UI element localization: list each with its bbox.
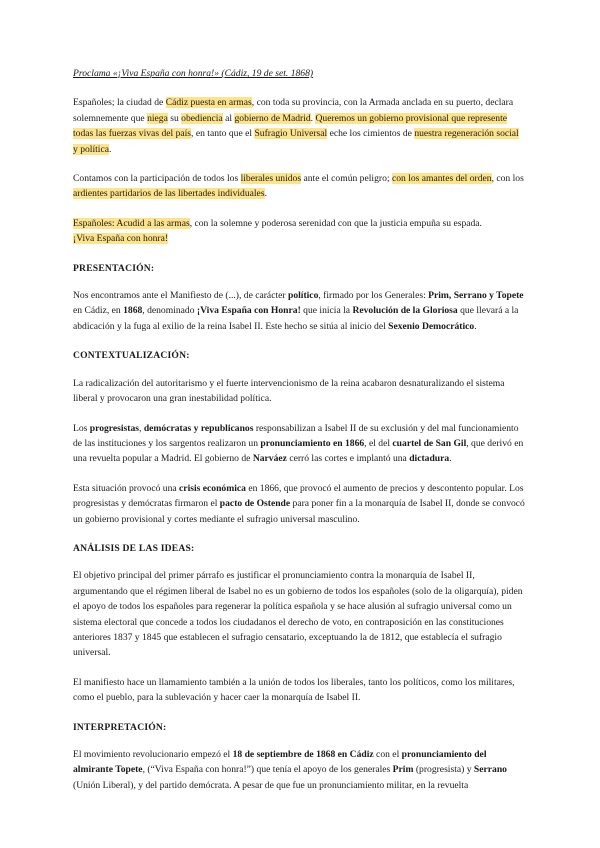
text-run: para poner fin a la monarquía de Isabel II, donde se convocó un gobierno provisional y cortes mediante el sufragio universal masculino. xyxy=(73,498,525,525)
proclama-paragraph-3 xyxy=(73,216,525,247)
proclama-paragraph-1 xyxy=(73,95,525,157)
text-run: , (“Viva España con honra!”) que tenía el apoyo de los generales xyxy=(142,764,393,776)
text-run: con el xyxy=(373,749,402,760)
text-run: Contamos con la participación de todos los xyxy=(73,173,241,185)
text-run: en Cádiz, en xyxy=(73,305,124,317)
text-run: . xyxy=(474,320,477,332)
contexto-paragraph-3 xyxy=(73,481,525,527)
highlighted-text: ardientes partidarios de las libertades individuales xyxy=(73,188,265,200)
bold-text: progresistas xyxy=(89,422,140,434)
bold-text: Prim, Serrano y Topete xyxy=(428,290,524,302)
text-run: La radicalización del autoritarismo y el fuerte intervencionismo de la reina acabaron desnaturalizando el sistema liberal y provocaron una gran inestabilidad política. xyxy=(73,377,505,405)
text-run: al xyxy=(222,112,235,124)
text-run: , con los xyxy=(491,173,524,185)
highlighted-text: niega xyxy=(147,112,168,124)
highlighted-text: nuestra regeneración social y política xyxy=(73,128,519,155)
text-run: responsabilizan a Isabel II de su exclusión y del mal funcionamiento de las instituciones y los sargentos realizaron un xyxy=(73,422,519,449)
text-run: su xyxy=(167,112,182,124)
bold-text: Narváez xyxy=(252,453,287,465)
text-run: . xyxy=(310,112,316,124)
proclama-paragraph-2 xyxy=(73,171,525,202)
text-run: , en tanto que el xyxy=(191,128,255,140)
bold-text: pacto de Ostende xyxy=(219,498,291,510)
highlighted-text: liberales unidos xyxy=(240,173,302,185)
text-run: , el del xyxy=(364,437,393,449)
text-run: , que derivó en una revuelta popular a Madrid. El gobierno de xyxy=(73,437,524,465)
text-run: . xyxy=(108,143,112,155)
bold-text: Revolución de la Gloriosa xyxy=(352,305,458,317)
text-run: . xyxy=(449,453,452,465)
text-run: El objetivo principal del primer párrafo es justificar el pronunciamiento contra la monarquía de Isabel II, argumentando que el régimen liberal de Isabel no es un gobierno de todos los españoles (solo de la oligarquía), piden el apoyo de todos los españoles para regenerar la política española y se hace alusión al sufragio universal como un sistema electoral que concede a todos los ciudadanos el derecho de voto, en contraposición en las constituciones anteriores 1837 y 1845 que establecen el sufragio censatario, exceptuando la de 1812, que establecía el sufragio universal. xyxy=(73,570,523,659)
bold-text: crisis económica xyxy=(179,482,246,494)
text-run: , firmado por los Generales: xyxy=(318,290,429,302)
bold-text: demócratas y republicanos xyxy=(143,422,254,434)
document-title: Proclama «¡Viva España con honra!» (Cádiz, 19 de set. 1868) xyxy=(73,68,314,79)
text-run: ante el común peligro; xyxy=(301,173,392,185)
bold-text: Serrano xyxy=(473,764,507,776)
highlighted-text: gobierno de Madrid xyxy=(234,112,311,124)
highlighted-text: Sufragio Universal xyxy=(254,128,328,140)
text-run: (Unión Liberal), y del partido demócrata. A pesar de que fue un pronunciamiento militar, en la revuelta xyxy=(73,779,469,791)
text-run: Los xyxy=(73,422,90,434)
presentacion-paragraph-1 xyxy=(73,288,525,334)
analisis-paragraph-1 xyxy=(73,568,525,660)
text-run: El manifiesto hace un llamamiento también a la unión de todos los liberales, tanto los políticos, como los militares, como el pueblo, para la sublevación y hacer caer la monarquía de Isabel II. xyxy=(73,676,515,704)
bold-text: dictadura xyxy=(409,453,450,465)
text-run: , xyxy=(139,422,144,434)
highlighted-text: Cádiz puesta en armas xyxy=(165,97,252,109)
bold-text: político xyxy=(287,290,319,302)
text-run: eche los cimientos de xyxy=(327,128,415,140)
bold-text: cuartel de San Gil xyxy=(392,437,467,449)
highlighted-text: obediencia xyxy=(181,112,223,124)
contexto-paragraph-1 xyxy=(73,376,525,407)
proclama-closing-cry xyxy=(73,233,168,244)
text-run: que inicia la xyxy=(300,305,353,317)
contexto-paragraph-2 xyxy=(73,421,525,467)
heading-analisis: ANÁLISIS DE LAS IDEAS: xyxy=(73,542,195,554)
text-run: Españoles; la ciudad de xyxy=(73,97,166,109)
heading-contextualizacion: CONTEXTUALIZACIÓN: xyxy=(73,350,190,362)
highlighted-text: Españoles: Acudid a las armas xyxy=(73,217,190,229)
bold-text: pronunciamiento en 1866 xyxy=(260,437,365,449)
interpretacion-paragraph-1 xyxy=(73,747,525,793)
text-run: , con toda su provincia, con la Armada anclada en su puerto, declara solemnemente que xyxy=(73,97,514,124)
bold-text: pronunciamiento del almirante Topete xyxy=(73,749,487,776)
text-run: . xyxy=(264,188,267,200)
text-run: en 1866, que provocó el aumento de precios y descontento popular. Los progresistas y demócratas firmaron el xyxy=(73,482,524,510)
document-page xyxy=(73,66,525,807)
text-run: que llevará a la abdicación y la fuga al exilio de la reina Isabel II. Este hecho se sitúa al inicio del xyxy=(73,305,519,332)
bold-text: Prim xyxy=(392,764,414,776)
analisis-paragraph-2 xyxy=(73,675,525,706)
text-run: , denominado xyxy=(142,305,197,317)
highlighted-text: Queremos un gobierno provisional que represente todas las fuerzas vivas del país xyxy=(73,112,508,140)
bold-text: Sexenio Democrático xyxy=(388,320,475,332)
proclama-call-to-arms xyxy=(73,218,482,229)
text-run: , con la solemne y poderosa serenidad con que la justicia empuña su espada. xyxy=(189,217,482,229)
bold-text: ¡Viva España con Honra! xyxy=(196,305,301,317)
text-run: El movimiento revolucionario empezó el xyxy=(73,749,233,760)
bold-text: 1868 xyxy=(123,305,143,317)
heading-interpretacion: INTERPRETACIÓN: xyxy=(73,721,167,733)
text-run: Esta situación provocó una xyxy=(73,482,180,494)
text-run: cerró las cortes e implantó una xyxy=(286,453,410,465)
highlighted-text: ¡Viva España con honra! xyxy=(73,233,169,245)
bold-text: 18 de septiembre de 1868 en Cádiz xyxy=(232,749,374,760)
highlighted-text: con los amantes del orden xyxy=(391,173,492,185)
heading-presentacion: PRESENTACIÓN: xyxy=(73,262,155,274)
text-run: Nos encontramos ante el Manifiesto de (...), de carácter xyxy=(73,290,288,302)
text-run: (progresista) y xyxy=(413,764,474,776)
